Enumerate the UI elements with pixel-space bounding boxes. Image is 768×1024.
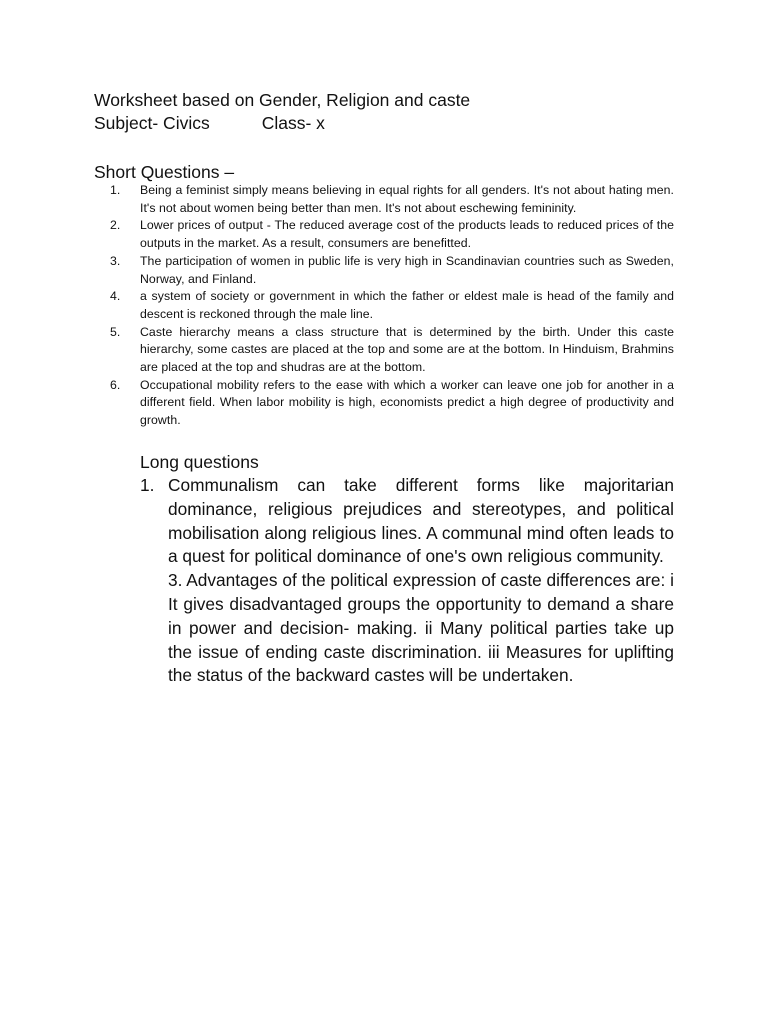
- short-question-answer: Lower prices of output - The reduced average cost of the products leads to reduced prices of the outputs in the market. As a result, consumers are benefitted.: [140, 218, 674, 251]
- long-question-body: [168, 474, 674, 688]
- short-question-number: 3.: [110, 253, 121, 268]
- short-question-item: [108, 217, 674, 252]
- short-question-answer: Caste hierarchy means a class structure that is determined by the birth. Under this caste hierarchy, some castes are placed at the top and some are at the bottom. In Hinduism, Brahmins are placed at the top and shudras are at the bottom.: [140, 324, 674, 375]
- long-question-answer-caste: 3. Advantages of the political expression of caste differences are: i It gives disadvantaged groups the opportunity to demand a share in power and decision- making. ii Many political parties take up the issue of ending caste discrimination. iii Measures for uplifting the status of the backward castes will be undertaken.: [168, 570, 674, 686]
- short-question-number: 5.: [110, 324, 121, 339]
- long-question-item: [140, 474, 674, 688]
- short-question-answer: Being a feminist simply means believing in equal rights for all genders. It's not about hating men. It's not about women being better than men. It's not about eschewing femininity.: [140, 183, 674, 215]
- subject-label: Subject- Civics: [94, 113, 210, 133]
- class-label: Class- x: [261, 113, 325, 133]
- short-question-number: 1.: [110, 183, 121, 197]
- long-question-number: 1.: [140, 475, 155, 495]
- short-question-answer: Occupational mobility refers to the ease with which a worker can leave one job for another in a different field. When labor mobility is high, economists predict a high degree of productivity and growth.: [140, 377, 674, 428]
- worksheet-header: [94, 89, 694, 135]
- short-question-item: [108, 253, 674, 288]
- short-question-number: 4.: [110, 289, 121, 304]
- short-questions-list: [108, 182, 674, 430]
- short-question-answer: The participation of women in public life is very high in Scandinavian countries such as Sweden, Norway, and Finland.: [140, 253, 674, 286]
- long-questions-heading: Long questions: [140, 452, 259, 472]
- short-question-answer: a system of society or government in which the father or eldest male is head of the family and descent is reckoned through the male line.: [140, 289, 674, 321]
- short-question-item: [108, 288, 674, 323]
- long-question-answer-communalism: Communalism can take different forms like majoritarian dominance, religious prejudices and stereotypes, and political mobilisation along religious lines. A communal mind often leads to a quest for political dominance of one's own religious community.: [168, 475, 674, 567]
- short-question-number: 2.: [110, 218, 121, 233]
- short-question-item: [108, 377, 674, 430]
- short-question-item: [108, 324, 674, 377]
- short-questions-heading: Short Questions –: [94, 162, 235, 182]
- worksheet-title: Worksheet based on Gender, Religion and caste: [94, 90, 471, 110]
- subject-class-line: [94, 112, 694, 135]
- short-question-item: [108, 182, 674, 217]
- short-question-number: 6.: [110, 377, 121, 392]
- long-questions-list: [140, 474, 674, 688]
